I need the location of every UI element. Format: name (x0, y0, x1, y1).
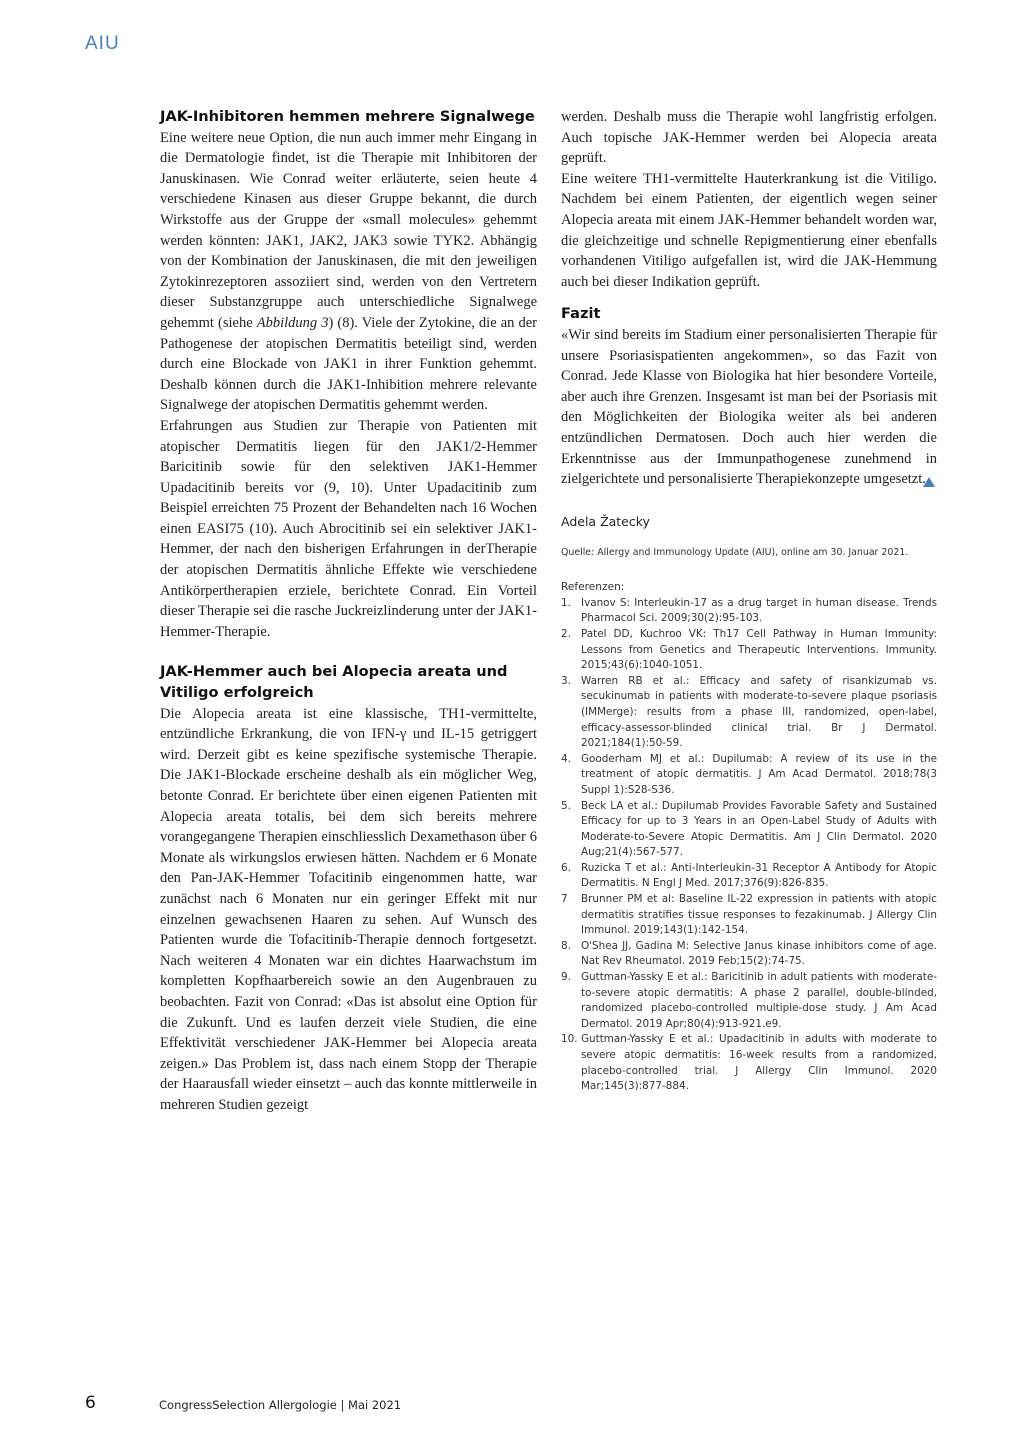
paragraph-text: Eine weitere neue Option, die nun auch immer mehr Eingang in die Dermatologie findet, ist die Therapie mit Inhibitoren der Januskinasen. Wie Conrad weiter erläuterte, seien heute 4 verschiedene Kinasen aus dieser Gruppe bekannt, die durch Wirkstoffe aus der Gruppe der «small molecules» gehemmt werden könnten: JAK1, JAK2, JAK3 sowie TYK2. Abhängig von der Kombination der Januskinasen, die mit den jeweiligen Zytokinrezeptoren assoziiert sind, werden von den Vertretern dieser Substanzgruppe auch unterschiedliche Signalwege gehemmt (siehe (160, 129, 537, 331)
reference-item (561, 939, 937, 970)
reference-item (561, 1032, 937, 1094)
footer-publication: CongressSelection Allergologie | Mai 2021 (159, 1398, 402, 1412)
reference-item (561, 627, 937, 674)
references-title: Referenzen: (561, 581, 625, 594)
reference-number: 2. (561, 627, 571, 640)
reference-number: 3. (561, 674, 571, 687)
left-column (160, 107, 537, 1116)
paragraph-text: «Wir sind bereits im Stadium einer personalisierten Therapie für unsere Psoriasispatienten angekommen», so das Fazit von Conrad. Jede Klasse von Biologika hat hier besondere Vorteile, aber auch ihre Grenzen. Insgesamt ist man bei der Psoriasis mit den Möglichkeiten der Biologika weiter als bei anderen entzündlichen Dermatosen. Doch auch hier werden die Erkenntnisse aus der Immunpathogenese zunehmend in zielgerichtete und personalisierte Therapiekonzepte umgesetzt. (561, 326, 937, 488)
reference-item (561, 861, 937, 892)
reference-number: 7 (561, 893, 568, 906)
reference-item (561, 674, 937, 752)
paragraph (160, 128, 537, 416)
paragraph: Die Alopecia areata ist eine klassische, TH1-vermittelte, entzündliche Erkrankung, die von IFN-γ und IL-15 getriggert wird. Derzeit gibt es keine spezifische systemische Therapie. Die JAK1-Blockade erscheine deshalb als ein möglicher Weg, betonte Conrad. Er berichtete über einen eigenen Patienten mit Alopecia areata totalis, bei dem sich bereits mehrere vorangegangene Therapien einschliesslich Dexamethason über 6 Monate als wirkungslos erwiesen hätten. Nachdem er 6 Monate den Pan-JAK-Hemmer Tofacitinib eingenommen hatte, war zunächst nach 6 Monaten nur ein geringer Effekt mit nur einzelnen gewachsenen Haaren zu sehen. Auf Wunsch des Patienten wurde die Tofacitinib-Therapie dennoch fortgesetzt. Nach weiteren 4 Monaten war ein dichtes Haarwachstum im kompletten Kopfhaarbereich sowie an den Augenbrauen zu beobachten. Fazit von Conrad: «Das ist absolut eine Option für die Zukunft. Und es laufen derzeit viele Studien, die eine Effektivität verschiedener JAK-Hemmer bei Alopecia areata zeigen.» Das Problem ist, dass nach einem Stopp der Therapie der Haarausfall wieder einsetzt – auch das konnte mittlerweile in mehreren Studien gezeigt (160, 705, 537, 1113)
reference-item (561, 752, 937, 799)
header-brand: AIU (85, 33, 120, 54)
reference-item (561, 799, 937, 861)
section-heading-fazit: Fazit (561, 305, 601, 323)
reference-text: Brunner PM et al: Baseline IL-22 expression in patients with atopic dermatitis stratifies tissue responses to fezakinumab. J Allergy Clin Immunol. 2019;143(1):142-154. (581, 893, 937, 937)
figure-reference: Abbildung 3 (256, 314, 329, 331)
end-of-article-triangle-icon (923, 477, 935, 487)
reference-number: 5. (561, 799, 571, 812)
source-note: Quelle: Allergy and Immunology Update (AIU), online am 30. Januar 2021. (561, 547, 909, 559)
reference-text: O'Shea JJ, Gadina M: Selective Janus kinase inhibitors come of age. Nat Rev Rheumatol. 2019 Feb;15(2):74-75. (581, 939, 937, 968)
reference-text: Guttman-Yassky E et al.: Baricitinib in adult patients with moderate-to-severe atopic dermatitis: A phase 2 parallel, double-blinded, randomized placebo-controlled multiple-dose study. J Am Acad Dermatol. 2019 Apr;80(4):913-921.e9. (581, 971, 937, 1030)
paragraph: Eine weitere TH1-vermittelte Hauterkrankung ist die Vitiligo. Nachdem bei einem Patienten, der eigentlich wegen seiner Alopecia areata mit einem JAK-Hemmer behandelt worden war, die gleichzeitige und schnelle Repigmentierung einer ebenfalls vorhandenen Vitiligo aufgefallen ist, wird die JAK-Hemmung auch bei dieser Indikation geprüft. (561, 170, 937, 290)
reference-item (561, 970, 937, 1032)
references-list (561, 596, 937, 1095)
section-heading-alopecia-vitiligo: JAK-Hemmer auch bei Alopecia areata und Vitiligo erfolgreich (160, 663, 508, 702)
section-heading-jak-inhibitors: JAK-Inhibitoren hemmen mehrere Signalwege (160, 108, 535, 125)
conclusion-paragraph (561, 325, 937, 490)
reference-text: Patel DD, Kuchroo VK: Th17 Cell Pathway in Human Immunity: Lessons from Genetics and Therapeutic Interventions. Immunity. 2015;43(6):1040-1051. (581, 627, 937, 672)
reference-number: 1. (561, 596, 571, 609)
reference-item (561, 596, 937, 627)
reference-text: Ivanov S: Interleukin-17 as a drug target in human disease. Trends Pharmacol Sci. 2009;30(2):95-103. (581, 596, 937, 625)
author-name: Adela Žatecky (561, 513, 650, 529)
paragraph: werden. Deshalb muss die Therapie wohl langfristig erfolgen. Auch topische JAK-Hemmer werden bei Alopecia areata geprüft. (561, 109, 937, 167)
reference-number: 4. (561, 752, 571, 765)
reference-number: 9. (561, 971, 571, 984)
reference-text: Beck LA et al.: Dupilumab Provides Favorable Safety and Sustained Efficacy for up to 3 Years in an Open-Label Study of Adults with Moderate-to-Severe Atopic Dermatitis. Am J Clin Dermatol. 2020 Aug;21(4):567-577. (581, 799, 937, 859)
reference-text: Warren RB et al.: Efficacy and safety of risankizumab vs. secukinumab in patients with moderate-to-severe plaque psoriasis (IMMerge): results from a phase III, randomized, open-label, efficacy-assessor-blinded clinical trial. Br J Dermatol. 2021;184(1):50-59. (581, 674, 937, 750)
reference-number: 10. (561, 1033, 578, 1046)
page-number: 6 (85, 1393, 96, 1413)
paragraph-text: ) (8). Viele der Zytokine, die an der Pathogenese der atopischen Dermatitis beteiligt sind, werden durch eine Blockade von JAK1 in ihrer Funktion gehemmt. Deshalb können durch die JAK1-Inhibition mehrere relevante Signalwege der atopischen Dermatitis gehemmt werden. (160, 314, 537, 414)
reference-item (561, 892, 937, 939)
reference-number: 8. (561, 939, 571, 952)
reference-text: Guttman-Yassky E et al.: Upadacitinib in adults with moderate to severe atopic dermatitis: 16-week results from a randomized, placebo-controlled trial. J Allergy Clin Immunol. 2020 Mar;145(3):877-884. (581, 1033, 937, 1093)
paragraph: Erfahrungen aus Studien zur Therapie von Patienten mit atopischer Dermatitis liegen für den JAK1/2-Hemmer Baricitinib sowie für den selektiven JAK1-Hemmer Upadacitinib bereits vor (9, 10). Unter Upadacitinib zum Beispiel erreichten 75 Prozent der Behandelten nach 16 Wochen einen EASI75 (10). Auch Abrocitinib sei ein selektiver JAK1-Hemmer, der nach den bisherigen Erfahrungen in derTherapie der atopischen Dermatitis ähnliche Effekte wie verschiedene Antikörpertherapien erziele, berichtete Conrad. Ein Vorteil dieser Therapie sei die rasche Juckreizlinderung unter der JAK1-Hemmer-Therapie. (160, 417, 537, 640)
reference-text: Ruzicka T et al.: Anti-Interleukin-31 Receptor A Antibody for Atopic Dermatitis. N Engl J Med. 2017;376(9):826-835. (581, 861, 937, 890)
reference-text: Gooderham MJ et al.: Dupilumab: A review of its use in the treatment of atopic dermatitis. J Am Acad Dermatol. 2018;78(3 Suppl 1):S28-S36. (581, 752, 937, 796)
right-column (561, 107, 937, 1095)
reference-number: 6. (561, 861, 571, 874)
